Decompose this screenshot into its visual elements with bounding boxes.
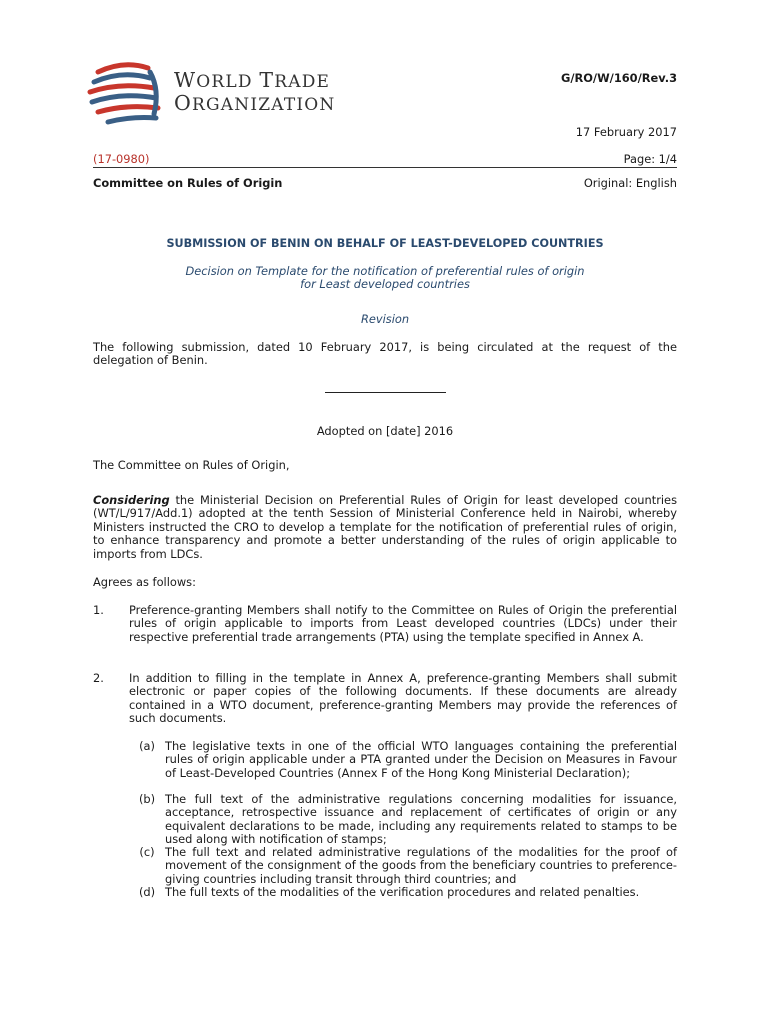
considering-text: the Ministerial Decision on Preferential Rules of Origin for least developed countries (WT/L/917/Add.1) adopted at the tenth Session of Ministerial Conference held in Nairobi, whereby Ministers instructed the CRO to develop a template for the notification of preferential rules of origin, to enhance transparency and promote a better understanding of the rules of origin applicable to imports from LDCs.	[93, 493, 677, 561]
sub-item-label: (c)	[139, 845, 155, 859]
sub-list-item	[129, 886, 677, 899]
sub-list-item	[129, 846, 677, 886]
document-subtitle	[93, 265, 677, 292]
doc-date: 17 February 2017	[575, 125, 677, 139]
org-name-line2: ORGANIZATION	[174, 91, 336, 115]
list-item-number: 1.	[93, 603, 104, 617]
considering-label: Considering	[93, 493, 170, 507]
list-item-text: Preference-granting Members shall notify to the Committee on Rules of Origin the preferential rules of origin applicable to imports from Least developed countries (LDCs) under their respective preferential trade arrangements (PTA) using the template specified in Annex A.	[129, 603, 677, 644]
section-divider	[325, 392, 446, 393]
doc-symbol: G/RO/W/160/Rev.3	[560, 71, 677, 85]
wto-logo-icon	[84, 58, 166, 132]
considering-paragraph	[93, 494, 677, 561]
sub-item-text: The full texts of the modalities of the verification procedures and related penalties.	[165, 885, 640, 899]
agrees-line: Agrees as follows:	[93, 575, 196, 589]
subtitle-line2: for Least developed countries	[300, 277, 470, 292]
committee-name: Committee on Rules of Origin	[93, 176, 283, 190]
sub-item-text: The legislative texts in one of the official WTO languages containing the preferential rules of origin applicable under a PTA granted under the Decision on Measures in Favour of Least-Developed Countries (Annex F of the Hong Kong Ministerial Declaration);	[165, 739, 677, 780]
list-item-text: In addition to filling in the template in Annex A, preference-granting Members shall submit electronic or paper copies of the following documents. If these documents are already contained in a WTO document, preference-granting Members may provide the references of such documents.	[129, 671, 677, 726]
sub-item-text: The full text of the administrative regulations concerning modalities for issuance, acceptance, retrospective issuance and replacement of certificates of origin or any equivalent declarations to be made, including any requirements related to stamps to be used along with notification of stamps;	[165, 792, 677, 847]
list-item-number: 2.	[93, 671, 104, 685]
page-indicator: Page: 1/4	[623, 152, 677, 166]
list-item	[93, 604, 677, 644]
sub-list-item	[129, 793, 677, 847]
original-language: Original: English	[583, 176, 677, 190]
list-item	[93, 672, 677, 726]
header-divider	[93, 167, 677, 168]
subtitle-line1: Decision on Template for the notification of preferential rules of origin	[185, 264, 585, 278]
adopted-line: Adopted on [date] 2016	[316, 424, 454, 438]
sub-item-text: The full text and related administrative regulations of the modalities for the proof of movement of the consignment of the goods from the beneficiary countries to preference-giving countries including transit through third countries; and	[165, 845, 677, 886]
document-title: SUBMISSION OF BENIN ON BEHALF OF LEAST-DEVELOPED COUNTRIES	[166, 237, 604, 250]
committee-line: The Committee on Rules of Origin,	[93, 458, 290, 472]
sub-item-label: (b)	[138, 792, 156, 806]
intro-paragraph: The following submission, dated 10 February 2017, is being circulated at the request of the delegation of Benin.	[93, 340, 677, 368]
sub-item-label: (d)	[138, 885, 156, 899]
doc-number: (17-0980)	[93, 152, 150, 166]
org-name	[174, 70, 336, 116]
revision-label: Revision	[360, 312, 410, 326]
sub-item-label: (a)	[139, 739, 155, 753]
org-name-line1: WORLD TRADE	[174, 68, 331, 92]
sub-list-item	[129, 740, 677, 780]
